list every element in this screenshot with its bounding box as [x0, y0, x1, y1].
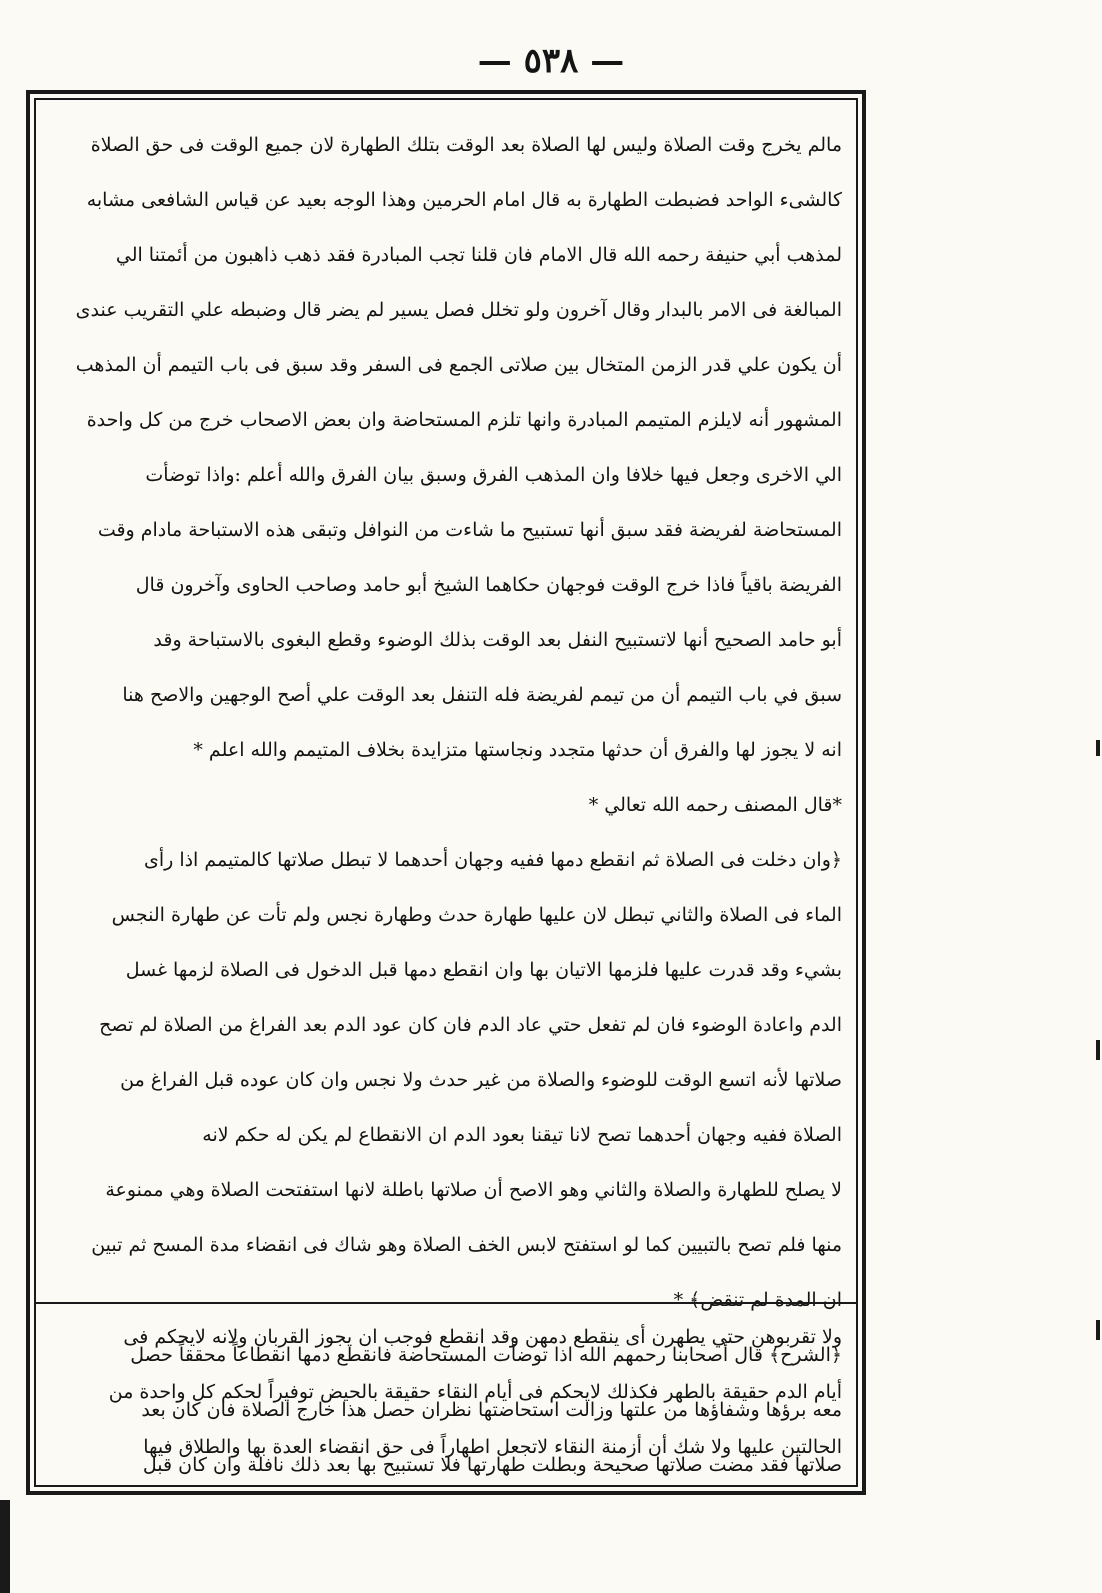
text-line: معه برؤها وشفاؤها من علتها وزالت استحاضتها نظران حصل هذا خارج الصلاة فان كان بعد [141, 1399, 842, 1421]
footnote-divider [34, 1302, 858, 1304]
main-text-block [52, 118, 842, 1493]
text-line: ان المدة لم تنقض﴾ * [673, 1289, 842, 1311]
footnote-line: الحالتين عليها ولا شك أن أزمنة النقاء لاتجعل اطهاراً فى حق انقضاء العدة بها والطلاق فيها [143, 1436, 842, 1458]
text-line: الماء فى الصلاة والثاني تبطل لان عليها طهارة حدث وطهارة نجس ولم تأت عن طهارة النجس [111, 904, 842, 926]
text-line: ﴿الشرح﴾ قال أصحابنا رحمهم الله اذا توضأت المستحاضة فانقطع دمها انقطاعاً محققاً حصل [130, 1344, 842, 1366]
text-line: الي الاخرى وجعل فيها خلافا وان المذهب الفرق وسبق بيان الفرق والله أعلم :واذا توضأت [145, 464, 842, 486]
footnote-line: ولا تقربوهن حتي يطهرن أى ينقطع دمهن وقد انقطع فوجب ان يجوز القربان ولانه لايحكم فى [123, 1326, 842, 1348]
text-line: ﴿وان دخلت فى الصلاة ثم انقطع دمها ففيه وجهان أحدهما لا تبطل صلاتها كالمتيمم اذا رأى [143, 849, 842, 871]
scan-margin-mark [1096, 1320, 1100, 1340]
text-line: كالشىء الواحد فضبطت الطهارة به قال امام الحرمين وهذا الوجه بعيد عن قياس الشافعى مشابه [86, 189, 842, 211]
text-line: بشيء وقد قدرت عليها فلزمها الاتيان بها وان انقطع دمها قبل الدخول فى الصلاة لزمها غسل [125, 959, 842, 981]
footnote-block [52, 1310, 842, 1475]
text-line: لمذهب أبي حنيفة رحمه الله قال الامام فان قلنا تجب المبادرة فقد ذهب ذاهبون من أئمتنا الي [115, 244, 842, 266]
text-line: الفريضة باقياً فاذا خرج الوقت فوجهان حكاهما الشيخ أبو حامد وصاحب الحاوى وآخرون قال [135, 574, 842, 596]
text-line: المشهور أنه لايلزم المتيمم المبادرة وانها تلزم المستحاضة وان بعض الاصحاب خرج من كل واحدة [86, 409, 842, 431]
scan-edge-shadow [0, 1500, 10, 1593]
scan-margin-mark [1096, 1040, 1100, 1060]
text-line: لا يصلح للطهارة والصلاة والثاني وهو الاصح أن صلاتها باطلة لانها استفتحت الصلاة وهي ممنوعة [105, 1179, 842, 1201]
text-line: المستحاضة لفريضة فقد سبق أنها تستبيح ما شاءت من النوافل وتبقى هذه الاستباحة مادام وقت [97, 519, 842, 541]
text-line: مالم يخرج وقت الصلاة وليس لها الصلاة بعد الوقت بتلك الطهارة لان جميع الوقت فى حق الصلاة [90, 134, 842, 156]
text-line: المبالغة فى الامر بالبدار وقال آخرون ولو تخلل فصل يسير لم يضر قال وضبطه علي التقريب عندى [75, 299, 842, 321]
page-number: — ٥٣٨ — [477, 41, 625, 81]
text-line: أن يكون علي قدر الزمن المتخال بين صلاتى الجمع فى السفر وقد سبق فى باب التيمم أن المذهب [75, 354, 842, 376]
text-line: أبو حامد الصحيح أنها لاتستبيح النفل بعد الوقت بذلك الوضوء وقطع البغوى بالاستباحة وقد [153, 629, 842, 651]
text-line: الدم واعادة الوضوء فان لم تفعل حتي عاد الدم فان كان عود الدم بعد الفراغ من الصلاة لم تصح [99, 1014, 842, 1036]
text-line: صلاتها لأنه اتسع الوقت للوضوء والصلاة من غير حدث ولا نجس وان كان عوده قبل الفراغ من [120, 1069, 842, 1091]
text-line: سبق في باب التيمم أن من تيمم لفريضة فله التنفل بعد الوقت علي أصح الوجهين والاصح هنا [122, 684, 842, 706]
text-line: انه لا يجوز لها والفرق أن حدثها متجدد ونجاستها متزايدة بخلاف المتيمم والله اعلم * [193, 739, 842, 761]
footnote-line: أيام الدم حقيقة بالطهر فكذلك لايحكم فى أيام النقاء حقيقة بالحيض توفيراً لحكم كل واحدة من [108, 1381, 842, 1403]
text-line: صلاتها فقد مضت صلاتها صحيحة وبطلت طهارتها فلا تستبيح بها بعد ذلك نافلة وان كان قبل [142, 1454, 842, 1476]
text-line: منها فلم تصح بالتبيين كما لو استفتح لابس الخف الصلاة وهو شاك فى انقضاء مدة المسح ثم تبين [91, 1234, 842, 1256]
section-heading: *قال المصنف رحمه الله تعالي * [588, 794, 842, 816]
text-line: الصلاة ففيه وجهان أحدهما تصح لانا تيقنا بعود الدم ان الانقطاع لم يكن له حكم لانه [202, 1124, 842, 1146]
scan-margin-mark [1096, 740, 1100, 756]
